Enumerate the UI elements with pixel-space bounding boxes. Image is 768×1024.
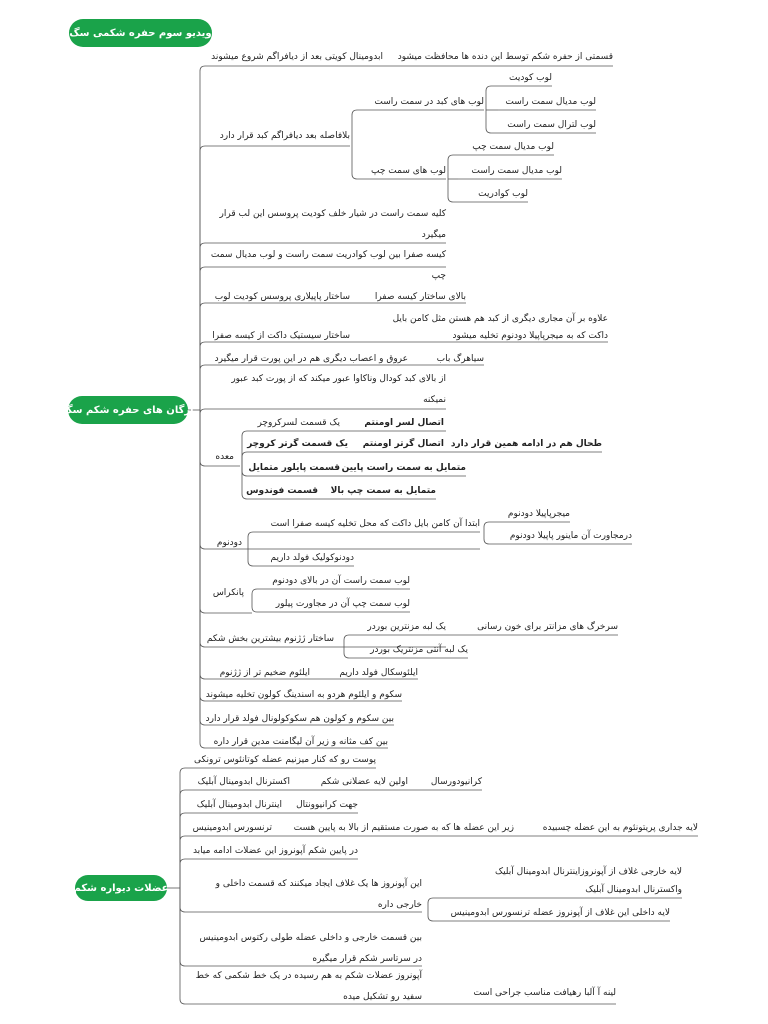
connector-line xyxy=(486,110,498,133)
connector-line xyxy=(200,409,208,414)
connector-line xyxy=(200,410,208,701)
node-liver-right-lobes: لوب های کبد در سمت راست xyxy=(374,97,484,107)
node-gallbladder: کیسه صفرا بین لوب کوادریت سمت راست و لوب مدیال سمت چپ xyxy=(210,250,446,281)
node-stomach: معده xyxy=(215,452,234,462)
node-left-lobe-3: لوب کوادریت xyxy=(478,189,528,199)
connector-line xyxy=(248,549,260,566)
connector-line xyxy=(428,912,440,921)
main-branch-organs[interactable]: ارگان های حفره شکم سگ xyxy=(68,396,188,424)
node-lesser-omentum: اتصال لسر اومنتم xyxy=(364,418,444,428)
node-greater-omentum: اتصال گرتر اومنتم xyxy=(362,439,444,449)
connector-line xyxy=(200,365,208,410)
node-ribs-protect: قسمتی از حفره شکم توسط این دنده ها محافظت میشود xyxy=(397,52,613,62)
connector-line xyxy=(200,66,208,410)
connector-line xyxy=(200,146,208,410)
node-right-kidney: کلیه سمت راست در شیار خلف کودیت پروسس این لب قرار میگیرد xyxy=(219,209,446,240)
node-linea-alba: لینه آ آلبا رهیافت مناسب جراحی است xyxy=(473,988,616,998)
node-parietal-peritoneum: لایه جداری پریتونئوم به این عضله چسبیده xyxy=(542,823,698,833)
node-major-papilla: میجرپاپیلا دودنوم xyxy=(507,509,570,519)
node-mesenteric-arteries: سرخرگ های مزانتر برای خون رسانی xyxy=(477,622,618,632)
connector-line xyxy=(200,410,208,613)
node-vessels-nerves: عروق و اعصاب دیگری هم در این پورت قرار میگیرد xyxy=(214,354,408,364)
connector-line xyxy=(200,410,208,549)
connector-line xyxy=(344,647,354,658)
connector-line xyxy=(180,888,188,912)
node-lesser-curvature: یک قسمت لسرکروچر xyxy=(257,418,340,428)
node-greater-curvature: یک قسمت گرتر کروچر xyxy=(247,439,348,449)
node-pancreas: پانکراس xyxy=(212,588,244,598)
connector-line xyxy=(200,267,208,410)
node-bile-ducts-2: داکت که به میجرپاپیلا دودنوم تخلیه میشود xyxy=(452,331,608,341)
node-rectus: بین قسمت خارجی و داخلی عضله طولی رکتوس ابدومینیس در سرتاسر شکم قرار میگیره xyxy=(199,933,422,964)
connector-line xyxy=(180,768,188,888)
node-above-gallbladder: بالای ساختار کیسه صفرا xyxy=(374,292,466,302)
node-below-muscles: زیر این عضله ها که به صورت مستقیم از بالا به پایین هست xyxy=(293,823,514,833)
connector-line xyxy=(248,532,260,549)
node-right-lobe-1: لوب کودیت xyxy=(508,73,552,83)
node-mesenteric-border: یک لبه مزنترین بوردر xyxy=(367,622,446,632)
node-median-ligament: بین کف مثانه و زیر آن لیگامنت مدین قرار داره xyxy=(213,737,388,747)
connector-line xyxy=(180,813,188,888)
node-left-lobe-1: لوب مدیال سمت چپ xyxy=(472,142,554,152)
node-cavity-start: ابدومینال کویتی بعد از دیافراگم شروع میشوند xyxy=(211,52,383,62)
connector-line xyxy=(448,155,458,179)
node-pylorus: قسمت پایلور متمایل xyxy=(248,463,340,473)
node-ileocecal-fold: ایلئوسکال فولد داریم xyxy=(339,668,418,678)
node-antimesenteric-border: یک لبه آنتی مزنتریک بوردر xyxy=(370,645,468,655)
main-branch-abdominal-wall[interactable]: عضلات دیواره شکم xyxy=(75,875,167,901)
node-sheath-outer-1: لایه خارجی غلاف از آپونروزاینترنال ابدومینال آبلیک xyxy=(495,867,682,877)
node-fundus: قسمت فوندوس xyxy=(246,486,318,496)
node-sheath: این آپونروز ها یک غلاف ایجاد میکنند که قسمت داخلی و خارجی داره xyxy=(215,879,422,910)
node-right-lobe-3: لوب لترال سمت راست xyxy=(507,120,596,130)
node-left-lobe-2: لوب مدیال سمت راست xyxy=(471,166,562,176)
connector-line xyxy=(352,146,364,179)
node-spleen: طحال هم در ادامه همین قرار دارد xyxy=(450,439,602,449)
node-cutaneous-trunci: پوست رو که کنار میزنیم عضله کوتانئوس ترونکی xyxy=(194,755,376,765)
node-minor-papilla: درمجاورت آن ماینور پاپیلا دودنوم xyxy=(509,531,632,541)
connector-line xyxy=(200,303,208,410)
node-fundus-dir: متمایل به سمت چپ بالا xyxy=(330,486,436,496)
connector-line xyxy=(180,859,188,888)
node-aponeurosis: در پایین شکم آپونروز این عضلات ادامه میابد xyxy=(192,846,358,856)
node-cystic-duct: ساختار سیستیک داکت از کیسه صفرا xyxy=(212,331,350,341)
node-linea-alba-formation: آپونروز عضلات شکم به هم رسیده در یک خط شکمی که خط سفید رو تشکیل میده xyxy=(195,971,422,1002)
connector-line xyxy=(252,600,262,612)
node-craniodorsal: کرانیودورسال xyxy=(430,777,482,787)
connector-line xyxy=(486,86,498,110)
connector-line xyxy=(484,522,494,532)
node-sheath-inner: لایه داخلی این غلاف از آپونروز عضله ترنسورس ابدومینیس xyxy=(450,908,670,918)
node-duodenum: دودنوم xyxy=(216,538,242,548)
node-cecum-ileum: سکوم و ایلئوم هردو به اسندینگ کولون تخلیه میشوند xyxy=(205,690,402,700)
connector-line xyxy=(448,179,458,202)
node-right-lobe-2: لوب مدیال سمت راست xyxy=(505,97,596,107)
node-liver-left-lobes: لوب های سمت چپ xyxy=(371,166,446,176)
connector-line xyxy=(180,790,188,888)
root-title[interactable]: ویدیو سوم حفره شکمی سگ xyxy=(69,19,212,47)
node-pancreas-right: لوب سمت راست آن در بالای دودنوم xyxy=(272,576,410,586)
node-caudal-vena-cava: از بالای کبد کودال وناکاوا عبور میکند که از پورت کبد عبور نمیکنه xyxy=(231,374,446,405)
connector-line xyxy=(180,836,188,888)
node-papillary-process: ساختار پاپیلاری پروسس کودیت لوب xyxy=(214,292,350,302)
connector-line xyxy=(180,888,188,966)
node-portal-vein: سیاهرگ باب xyxy=(436,354,484,364)
node-ileum: ایلئوم ضخیم تر از ژژنوم xyxy=(219,668,310,678)
node-pancreas-left: لوب سمت چپ آن در مجاورت پیلور xyxy=(275,599,410,609)
node-jejunum: ساختار ژژنوم بیشترین بخش شکم xyxy=(206,634,334,644)
node-internal-oblique: اینترنال ابدومینال آبلیک xyxy=(196,800,282,810)
node-duodenocolic-fold: دودنوکولیک فولد داریم xyxy=(270,553,354,563)
node-first-muscle-layer: اولین لایه عضلانی شکم xyxy=(320,777,408,787)
node-external-oblique: اکسترنال ابدومینال آبلیک xyxy=(197,777,290,787)
node-liver: بلافاصله بعد دیافراگم کبد قرار دارد xyxy=(219,131,350,141)
node-cecocolic-fold: بین سکوم و کولون هم سکوکولونال فولد قرار دارد xyxy=(205,714,394,724)
connector-line xyxy=(344,635,354,647)
connector-line xyxy=(352,110,364,146)
node-bile-ducts-1: علاوه بر آن مجاری دیگری از کبد هم هستن مثل کامن بایل xyxy=(392,314,608,324)
node-cranioventral: جهت کرانیوونتال xyxy=(296,800,358,810)
connector-line xyxy=(200,410,208,466)
node-common-bile-duct: ابتدا آن کامن بایل داکت که محل تخلیه کیسه صفرا است xyxy=(270,519,480,529)
connector-line xyxy=(252,589,262,600)
node-transversus: ترنسورس ابدومینیس xyxy=(192,823,272,833)
connector-line xyxy=(200,342,208,410)
connector-line xyxy=(484,532,494,544)
node-pylorus-dir: متمایل به سمت راست پایین xyxy=(341,463,466,473)
node-sheath-outer-2: واکسترنال ابدومینال آبلیک xyxy=(585,885,682,895)
connector-line xyxy=(428,898,440,912)
connector-line xyxy=(180,888,188,1004)
